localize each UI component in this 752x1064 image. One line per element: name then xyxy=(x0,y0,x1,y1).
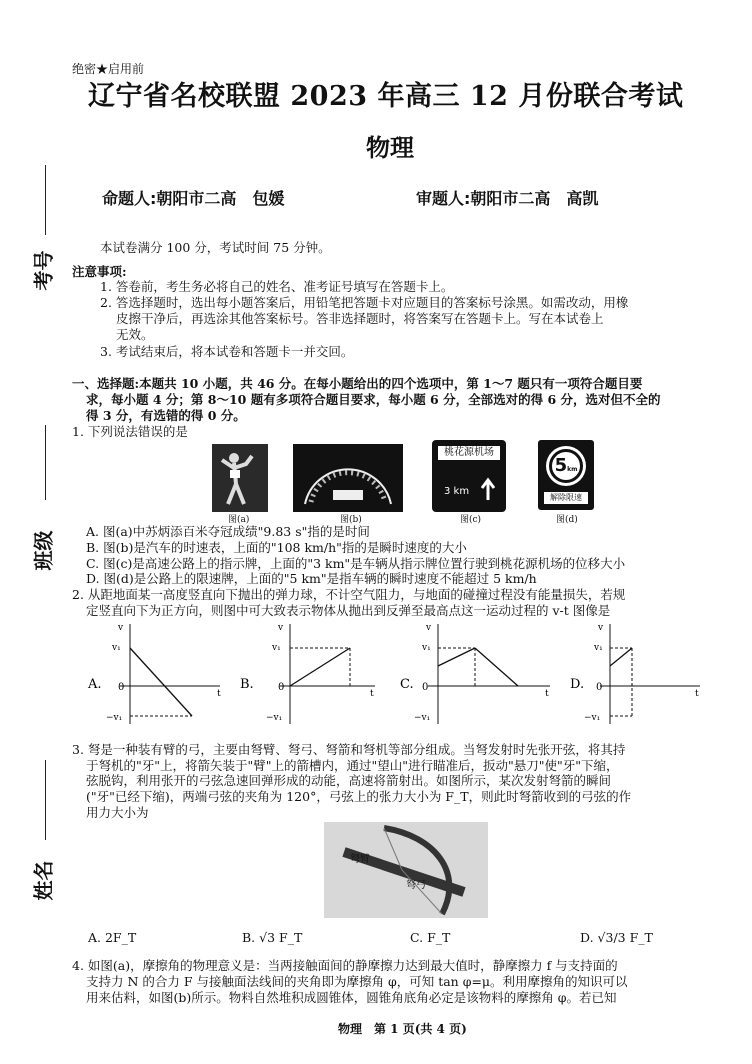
crossbow-label-arm: 弩臂 xyxy=(350,854,370,865)
q1-option-b: B. 图(b)是汽车的时速表，上面的"108 km/h"指的是瞬时速度的大小 xyxy=(86,540,467,555)
up-arrow-icon xyxy=(432,440,506,512)
q3-option-a: A. 2F_T xyxy=(88,930,137,945)
graph-c-label: C. xyxy=(400,677,414,692)
crossbow-label-bow: 弩弓 xyxy=(406,880,426,891)
side-line-lower xyxy=(45,760,46,840)
q4-stem-line: 4. 如图(a)，摩擦角的物理意义是：当两接触面间的静摩擦力达到最大值时，静摩擦力 f 与支持面的 xyxy=(72,958,618,973)
q1-figure-a xyxy=(212,444,268,512)
q1-caption-b: 图(b) xyxy=(340,515,362,525)
runner-icon xyxy=(212,444,268,512)
crossbow-icon xyxy=(324,822,488,918)
q1-figure-c xyxy=(432,440,506,512)
sign-d-bottom: 解除限速 xyxy=(544,492,588,504)
notes-title: 注意事项: xyxy=(72,264,127,279)
neg-v1-label: −v₁ xyxy=(266,713,283,723)
graph-c xyxy=(400,623,550,724)
speed-limit-ring xyxy=(549,449,583,483)
v1-label: v₁ xyxy=(422,643,431,653)
q4-stem-line: 支持力 N 的合力 F 与接触面法线间的夹角即为摩擦角 φ，可知 tan φ=μ。利用摩擦角的知识可以 xyxy=(86,974,628,989)
q1-figure-d xyxy=(538,440,594,510)
q3-stem-line: ("牙"已经下缩)，两端弓弦的夹角为 120°，弓弦上的张力大小为 F_T，则此时弩箭收到的弓弦的作 xyxy=(86,789,632,804)
axis-t: t xyxy=(370,689,374,699)
axis-t: t xyxy=(217,689,221,699)
q3-stem-line: 于弩机的"牙"上，将箭矢装于"臂"上的箭槽内，通过"望山"进行瞄准后，扳动"悬刀"使"牙"下缩， xyxy=(86,758,619,773)
q3-option-d: D. √3/3 F_T xyxy=(580,930,653,945)
axis-t: t xyxy=(545,689,549,699)
graph-a xyxy=(87,623,221,724)
notes-item: 无效。 xyxy=(116,327,154,342)
section-heading: 一、选择题:本题共 10 小题，共 46 分。在每小题给出的四个选项中，第 1～7 题只有一项符合题目要 xyxy=(72,376,643,391)
side-line-mid xyxy=(45,425,46,500)
neg-v1-label: −v₁ xyxy=(414,713,431,723)
origin: 0 xyxy=(596,682,603,693)
sign-c-distance: 3 km xyxy=(444,486,470,497)
neg-v1-label: −v₁ xyxy=(106,713,123,723)
q2-stem-line: 定竖直向下为正方向，则图中可大致表示物体从抛出到反弹至最高点这一运动过程的 v-t 图像是 xyxy=(86,603,611,618)
exam-title: 辽宁省名校联盟 2023 年高三 12 月份联合考试 xyxy=(88,81,684,112)
sign-c-destination: 桃花源机场 xyxy=(438,446,500,460)
q3-stem-line: 弦脱钩，利用张开的弓弦急速回弹形成的动能，高速将箭射出。如图所示，某次发射弩箭的瞬间 xyxy=(86,773,612,788)
notes-item: 2. 答选择题时，选出每小题答案后，用铅笔把答题卡对应题目的答案标号涂黑。如需改动，用橡 xyxy=(100,295,629,310)
q3-option-c: C. F_T xyxy=(410,930,451,945)
axis-v: v xyxy=(118,623,124,633)
graph-b xyxy=(240,623,375,724)
q1-caption-d: 图(d) xyxy=(556,515,578,525)
q3-crossbow-figure xyxy=(324,822,488,918)
side-label-xingming: 姓名 xyxy=(31,860,56,901)
neg-v1-label: −v₁ xyxy=(584,713,601,723)
axis-v: v xyxy=(426,623,432,633)
q3-stem-line: 用力大小为 xyxy=(86,805,149,820)
v1-label: v₁ xyxy=(112,643,121,653)
graph-a-label: A. xyxy=(88,677,102,692)
q1-stem: 1. 下列说法错误的是 xyxy=(72,424,188,439)
v1-label: v₁ xyxy=(594,643,603,653)
q1-option-a: A. 图(a)中苏炳添百米夺冠成绩"9.83 s"指的是时间 xyxy=(86,524,370,539)
notes-item: 皮擦干净后，再选涂其他答案标号。答非选择题时，将答案写在答题卡上。写在本试卷上 xyxy=(116,311,604,326)
side-label-banji: 班级 xyxy=(31,530,56,571)
v1-label: v₁ xyxy=(272,643,281,653)
q3-stem-line: 3. 弩是一种装有臂的弓，主要由弩臂、弩弓、弩箭和弩机等部分组成。当弩发射时先张开弦，将其持 xyxy=(72,742,626,757)
page-footer: 物理 第 1 页(共 4 页) xyxy=(338,1022,467,1036)
q1-caption-a: 图(a) xyxy=(228,515,250,525)
q1-caption-c: 图(c) xyxy=(460,515,482,525)
q1-option-c: C. 图(c)是高速公路上的指示牌，上面的"3 km"是车辆从指示牌位置行驶到桃花源机场的位移大小 xyxy=(86,556,626,571)
q1-option-d: D. 图(d)是公路上的限速牌，上面的"5 km"是指车辆的瞬时速度不能超过 5 km/h xyxy=(86,571,537,586)
intro-text: 本试卷满分 100 分，考试时间 75 分钟。 xyxy=(100,240,331,255)
axis-t: t xyxy=(695,689,699,699)
q4-stem-line: 用来估料，如图(b)所示。物料自然堆积成圆锥体，圆锥角底角必定是该物料的摩擦角 φ。若已知 xyxy=(86,990,617,1005)
secret-mark: 绝密★启用前 xyxy=(72,62,145,76)
author-line: 命题人:朝阳市二高 包媛 xyxy=(102,189,285,208)
axis-v: v xyxy=(598,623,604,633)
side-line-top xyxy=(45,165,46,235)
reviewer-line: 审题人:朝阳市二高 高凯 xyxy=(416,189,599,208)
origin: 0 xyxy=(278,682,285,693)
q3-option-b: B. √3 F_T xyxy=(242,930,303,945)
notes-item: 3. 考试结束后，将本试卷和答题卡一并交回。 xyxy=(100,344,354,359)
speed-limit-circle xyxy=(546,446,586,486)
notes-item: 1. 答卷前，考生务必将自己的姓名、准考证号填写在答题卡上。 xyxy=(100,279,454,294)
q2-stem-line: 2. 从距地面某一高度竖直向下抛出的弹力球，不计空气阻力，与地面的碰撞过程没有能量损失，若规 xyxy=(72,587,626,602)
graph-b-label: B. xyxy=(240,677,254,692)
sign-d-number: 5 xyxy=(554,455,568,476)
side-label-kaohao: 考号 xyxy=(31,250,56,291)
axis-v: v xyxy=(278,623,284,633)
section-heading: 得 3 分，有选错的得 0 分。 xyxy=(86,408,246,423)
q1-figure-b xyxy=(293,444,403,512)
section-heading: 求，每小题 4 分；第 8～10 题有多项符合题目要求，每小题 6 分，全部选对的得 6 分，选对但不全的 xyxy=(86,392,661,407)
speedometer-icon xyxy=(293,444,403,512)
graph-d-label: D. xyxy=(570,677,585,692)
origin: 0 xyxy=(422,682,429,693)
origin: 0 xyxy=(118,682,125,693)
q2-graphs xyxy=(80,616,720,728)
subject-title: 物理 xyxy=(366,133,414,162)
graph-d xyxy=(570,623,700,724)
sign-d-unit: km xyxy=(567,466,578,473)
